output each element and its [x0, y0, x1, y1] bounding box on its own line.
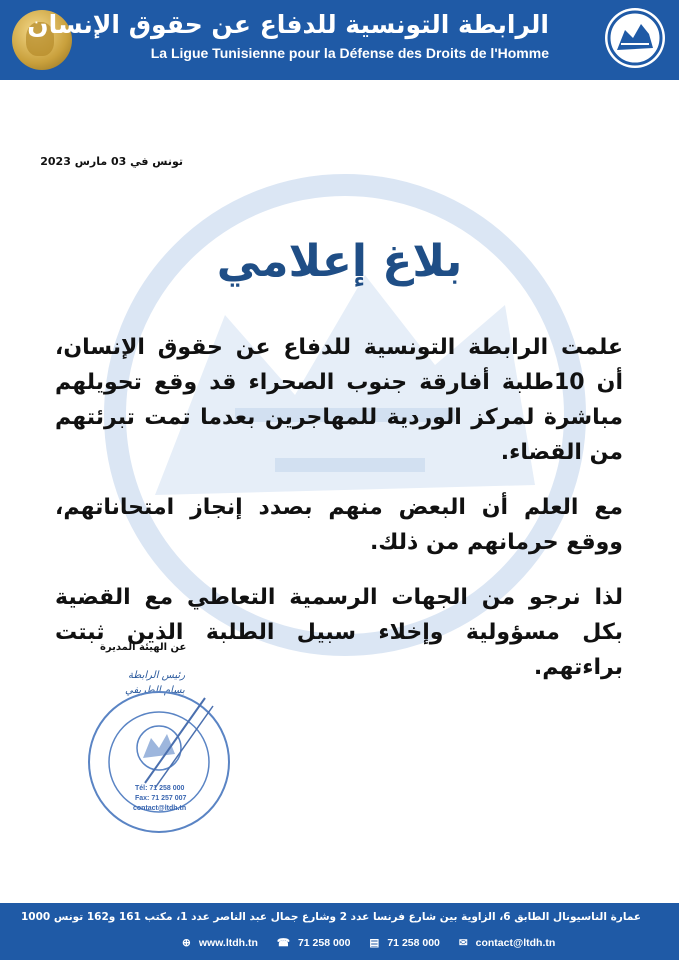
league-logo [605, 8, 665, 68]
footer-banner [0, 903, 679, 960]
signatory-title: رئيس الرابطة [128, 670, 186, 681]
stamp-email: contact@ltdh.tn [133, 805, 187, 812]
letterhead-banner [0, 0, 679, 80]
footer-phone: ☎ 71 258 000 [276, 937, 351, 949]
globe-icon: ⊕ [182, 937, 191, 949]
footer-address: عمارة الناسيونال الطابق 6، الزاوية بين شارع فرنسا عدد 2 وشارع جمال عبد الناصر عدد 1، مكتب 161 و162 تونس 1000 [20, 911, 641, 923]
stamp-tel: Tél: 71 258 000 [135, 785, 185, 792]
footer-contacts [182, 937, 571, 949]
fax-icon: ▤ [369, 937, 380, 949]
stamp-fax: Fax: 71 257 007 [135, 795, 187, 802]
document-title: بلاغ إعلامي [216, 236, 463, 287]
org-name-arabic: الرابطة التونسية للدفاع عن حقوق الإنسان [27, 10, 549, 39]
body-paragraph: مع العلم أن البعض منهم بصدد إنجاز امتحاناتهم، ووقع حرمانهم من ذلك. [55, 495, 623, 555]
signatory-name: بسام الطريفي [125, 685, 185, 696]
footer-fax: ▤ 71 258 000 [369, 937, 440, 949]
footer-email[interactable]: ✉ contact@ltdh.tn [458, 937, 556, 949]
document-date: تونس في 03 مارس 2023 [40, 155, 183, 168]
body-paragraph: علمت الرابطة التونسية للدفاع عن حقوق الإنسان، أن 10طلبة أفارقة جنوب الصحراء قد وقع تحويلهم مباشرة لمركز الوردية للمهاجرين بعدما تمت تبرئتهم من القضاء. [55, 335, 623, 465]
phone-icon: ☎ [276, 937, 290, 949]
signature-label: عن الهيئة المديرة [100, 642, 187, 653]
footer-website[interactable]: ⊕ www.ltdh.tn [182, 937, 258, 949]
mail-icon: ✉ [458, 937, 468, 949]
org-name-french: La Ligue Tunisienne pour la Défense des Droits de l'Homme [150, 45, 549, 61]
official-stamp [85, 688, 233, 836]
body-paragraph: لذا نرجو من الجهات الرسمية التعاطي مع القضية بكل مسؤولية وإخلاء سبيل الطلبة الذين ثبتت براءتهم. [55, 585, 623, 680]
